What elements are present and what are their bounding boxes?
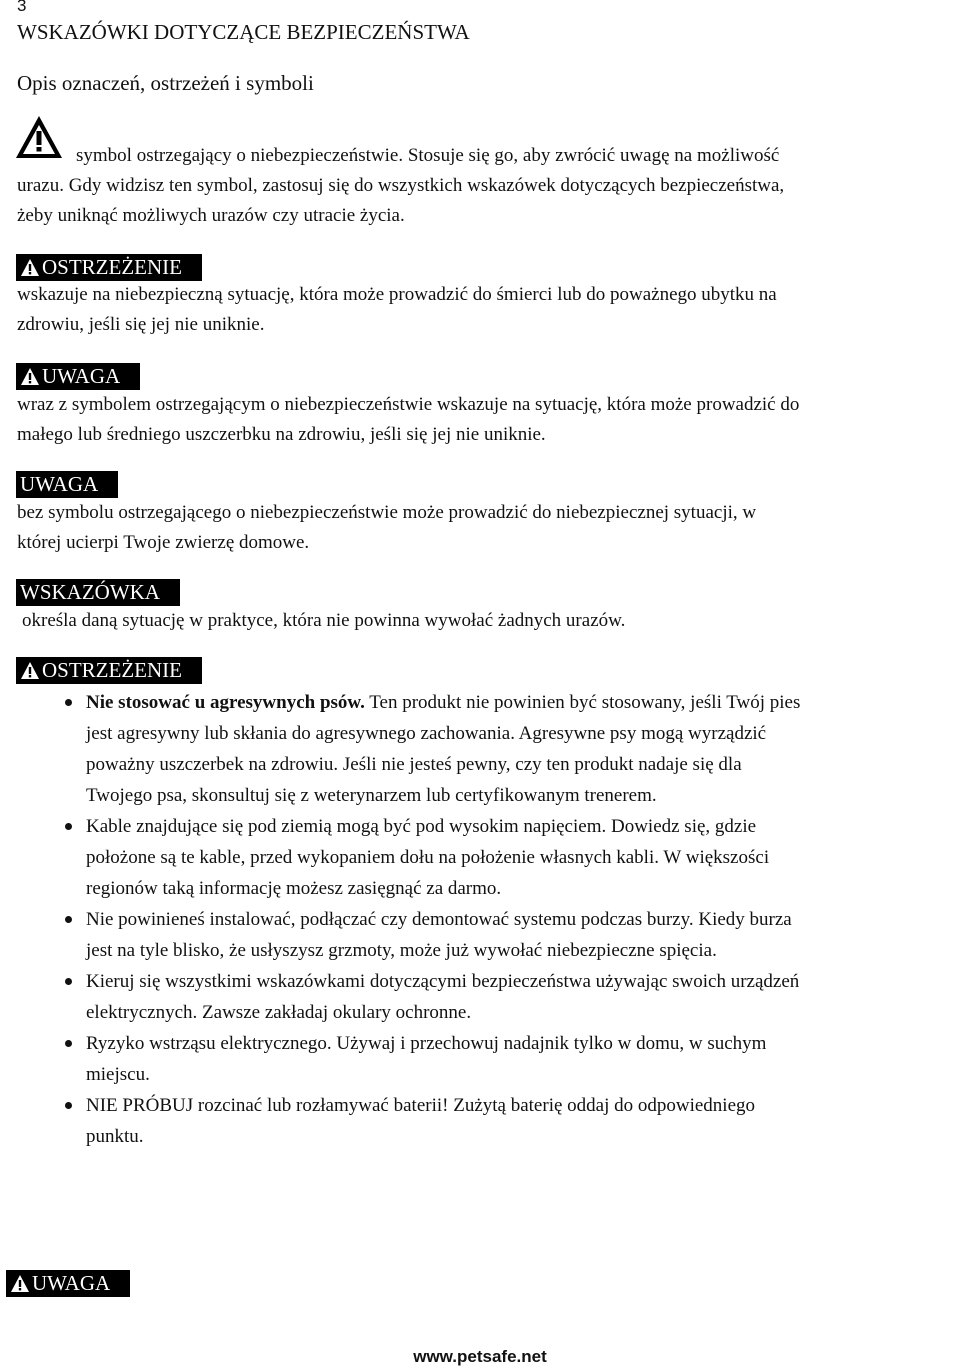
page-subtitle: Opis oznaczeń, ostrzeżeń i symboli	[17, 71, 314, 95]
text-line: regionów taką informację możesz zasięgnąć za darmo.	[86, 878, 502, 899]
definition-text: określa daną sytuację w praktyce, która nie powinna wywołać żadnych urazów.	[22, 610, 626, 631]
label-text: UWAGA	[20, 472, 99, 496]
label-text: WSKAZÓWKA	[20, 580, 160, 604]
footer-url[interactable]: www.petsafe.net	[413, 1347, 547, 1366]
definition-text: wraz z symbolem ostrzegającym o niebezpieczeństwie wskazuje na sytuację, która może prowadzić do	[17, 394, 800, 415]
definition-text: bez symbolu ostrzegającego o niebezpieczeństwie może prowadzić do niebezpiecznej sytuacji, w	[17, 502, 757, 523]
text-line: poważny uszczerbek na zdrowiu. Jeśli nie jesteś pewny, czy ten produkt nadaje się dla	[86, 754, 742, 775]
symbol-text-line1: symbol ostrzegający o niebezpieczeństwie. Stosuje się go, aby zwrócić uwagę na możliwość	[76, 145, 780, 166]
text-line: miejscu.	[86, 1064, 150, 1085]
warning-list	[16, 687, 960, 1152]
warning-triangle-icon	[10, 1274, 30, 1294]
warning-triangle-icon	[20, 367, 40, 387]
text-line: Kieruj się wszystkimi wskazówkami dotyczącymi bezpieczeństwa używając swoich urządzeń	[86, 971, 800, 992]
bullet-icon	[65, 978, 72, 985]
label-text: OSTRZEŻENIE	[42, 658, 182, 682]
label-warning	[16, 254, 202, 281]
text-rest: Ten produkt nie powinien być stosowany, jeśli Twój pies	[364, 692, 801, 713]
bullet-icon	[65, 823, 72, 830]
symbol-text-line3: żeby uniknąć możliwych urazów czy utracie życia.	[17, 205, 405, 226]
bullet-icon	[65, 916, 72, 923]
definition-text: której ucierpi Twoje zwierzę domowe.	[17, 532, 310, 553]
warning-triangle-icon	[20, 258, 40, 278]
definition-text: zdrowiu, jeśli się jej nie uniknie.	[17, 314, 265, 335]
text-line: Ryzyko wstrząsu elektrycznego. Używaj i przechowuj nadajnik tylko w domu, w suchym	[86, 1033, 767, 1054]
definition-text: małego lub średniego uszczerbku na zdrowiu, jeśli się jej nie uniknie.	[17, 424, 546, 445]
list-item	[16, 904, 960, 966]
text-line: Nie powinieneś instalować, podłączać czy demontować systemu podczas burzy. Kiedy burza	[86, 909, 792, 930]
text-line: jest na tyle blisko, że usłyszysz grzmoty, może już wywołać niebezpieczne spięcia.	[86, 940, 717, 961]
warning-triangle-icon	[20, 661, 40, 681]
label-text: UWAGA	[42, 364, 121, 388]
text-line: jest agresywny lub skłania do agresywnego zachowania. Agresywne psy mogą wyrządzić	[86, 723, 767, 744]
list-item	[16, 811, 960, 904]
text-line: punktu.	[86, 1126, 144, 1147]
page-title: WSKAZÓWKI DOTYCZĄCE BEZPIECZEŃSTWA	[17, 20, 470, 44]
symbol-text-line2: urazu. Gdy widzisz ten symbol, zastosuj się do wszystkich wskazówek dotyczących bezpieczeństwa,	[17, 175, 785, 196]
label-text: UWAGA	[32, 1271, 111, 1295]
warning-triangle-icon	[14, 114, 64, 160]
text-line: położone są te kable, przed wykopaniem dołu na położenie własnych kabli. W większości	[86, 847, 770, 868]
text-line: NIE PRÓBUJ rozcinać lub rozłamywać baterii! Zużytą baterię oddaj do odpowiedniego	[86, 1095, 756, 1116]
list-item	[16, 1028, 960, 1090]
list-item	[16, 1090, 960, 1152]
bold-lead: Nie stosować u agresywnych psów.	[86, 692, 365, 713]
label-tip	[16, 579, 180, 606]
label-caution-bottom	[6, 1270, 130, 1297]
label-caution	[16, 471, 118, 498]
bullet-icon	[65, 1040, 72, 1047]
label-text: OSTRZEŻENIE	[42, 255, 182, 279]
label-warning-section	[16, 657, 202, 684]
definition-text: wskazuje na niebezpieczną sytuację, która może prowadzić do śmierci lub do poważnego ubytku na	[17, 284, 777, 305]
list-item	[16, 687, 960, 811]
bullet-icon	[65, 699, 72, 706]
text-line: Twojego psa, skonsultuj się z weterynarzem lub certyfikowanym trenerem.	[86, 785, 657, 806]
label-caution-symbol	[16, 363, 140, 390]
text-line: Kable znajdujące się pod ziemią mogą być pod wysokim napięciem. Dowiedz się, gdzie	[86, 816, 757, 837]
text-line: elektrycznych. Zawsze zakładaj okulary ochronne.	[86, 1002, 472, 1023]
bullet-icon	[65, 1102, 72, 1109]
page-number: 3	[17, 0, 27, 15]
list-item	[16, 966, 960, 1028]
